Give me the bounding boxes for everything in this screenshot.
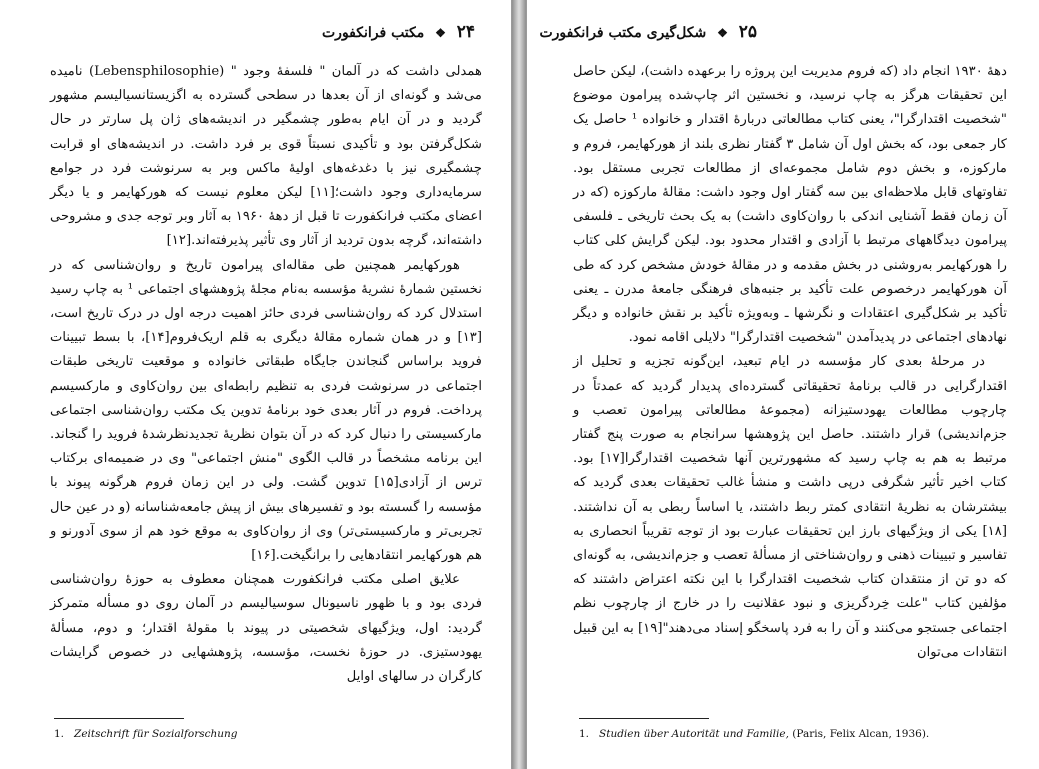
footnote: [54, 728, 238, 740]
paragraph: همدلی داشت که در آلمان " فلسفهٔ وجود " (Lebensphilosophie) نامیده می‌شد و گونه‌ای از آن بعدها در سطحی گسترده به اگزیستانسیالیسم مشهور گردید و در آن ایام به‌طور چشمگیر در اندیشه‌های ژان پل سارتر در حال شکل‌گرفتن بود و تأکیدی نسبتاً قوی بر فرد داشت. در اندیشه‌های او قرابت چشمگیری نیز با دغدغه‌های اولیهٔ ماکس وبر به سرنوشت فرد در جوامع سرمایه‌داری وجود داشت؛[۱۱] لیکن معلوم نیست که هورکهایمر و یا دیگر اعضای مکتب فرانکفورت تا قبل از دههٔ ۱۹۶۰ به آثار وبر توجه جدی و مشروحی داشته‌اند، گرچه بدون تردید از آثار وی تأثیر پذیرفته‌اند.[۱۲]: [50, 64, 482, 249]
footnote-divider: [579, 718, 709, 719]
ornament-icon: ❖: [717, 26, 728, 40]
right-page: [526, 0, 1039, 769]
footnote-number: 1.: [579, 728, 590, 740]
paragraph: هورکهایمر همچنین طی مقاله‌ای پیرامون تاریخ و روان‌شناسی که در نخستین شمارهٔ نشریهٔ مؤسسه به‌نام مجلهٔ پژوهشهای اجتماعی ¹ به چاپ رسید استدلال کرد که روان‌شناسی فردی حائز اهمیت درجه اول در درک تاریخ است،[۱۳] و در همان شماره مقالهٔ دیگری به قلم اریک‌فروم[۱۴]، با بسط تبیینات فروید براساس گنجاندن جایگاه طبقاتی خانواده و موقعیت تاریخی طبقات اجتماعی در سرنوشت فردی به تنظیم رابطه‌ای بین روان‌کاوی و مارکسیسم پرداخت. فروم در آثار بعدی خود برنامهٔ تدوین یک مکتب روان‌شناسی اجتماعی مارکسیستی را دنبال کرد که در آن بتوان نظریهٔ تجدیدنظرشدهٔ فروید را گنجاند. این برنامه مشخصاً در قالب الگوی "منش اجتماعی" وی در ضمیمه‌ای برکتاب ترس از آزادی[۱۵] تدوین گشت. ولی در این زمان فروم هرگونه پیوند با مؤسسه را گسسته بود و تفسیرهای بیش از پیش جامعه‌شناسانه (و در عین حال تجربی‌تر و مارکسیستی‌تر) وی از روان‌کاوی به موقع خود هم از سوی آدورنو و هم هورکهایمر انتقادهایی را برانگیخت.[۱۶]: [50, 257, 483, 564]
running-title: شکل‌گیری مکتب فرانکفورت: [539, 25, 707, 41]
footnote-rest: (Paris, Felix Alcan, 1936).: [788, 728, 930, 740]
footnote-divider: [54, 718, 184, 719]
paragraph: در مرحلهٔ بعدی کار مؤسسه در ایام تبعید، این‌گونه تجزیه و تحلیل از اقتدارگرایی در قالب برنامهٔ تحقیقاتی گسترده‌ای پدیدار گردید که عمدتاً در چارچوب مطالعات یهودستیزانه (مجموعهٔ مطالعاتی پیرامون تعصب و جزم‌اندیشی) قرار داشتند. حاصل این پژوهشها سرانجام به صورت پنج گفتار مرتبط به هم به چاپ رسید که مشهورترین آنها شخصیت اقتدارگرا[۱۷] بود. کتاب اخیر تأثیر شگرفی درپی داشت و منشأ غالب تحقیقات بعدی گردید که بیشترشان به نظریهٔ انتقادی کمتر ربط داشتند، یا اساساً ربطی به آن نداشتند.[۱۸] یکی از ویژگیهای بارز این تحقیقات عبارت بود از توجه تقریباً انحصاری به تفاسیر و تبیینات ذهنی و روان‌شناختی از مسألهٔ تعصب و جزم‌اندیشی، به گونه‌ای که دو تن از منتقدان کتاب شخصیت اقتدارگرا با این نکته اعتراض داشتند که مؤلفین کتاب "علت خِردگریزی و نبود عقلانیت را در خارج از چارچوب نظم اجتماعی جستجو می‌کنند و آن را به فرد پاسخگو إسناد می‌دهند"[۱۹] به این قبیل انتقادات می‌توان: [573, 354, 1007, 660]
body-text: [50, 60, 482, 689]
book-spine: [512, 0, 526, 769]
footnote: [579, 728, 929, 740]
body-text: [573, 60, 1007, 665]
running-head: [322, 22, 475, 42]
paragraph: دههٔ ۱۹۳۰ انجام داد (که فروم مدیریت این پروژه را برعهده داشت)، لیکن حاصل این تحقیقات هرگز به چاپ نرسید، و نخستین اثر چاپ‌شده پیرامون موضوع "شخصیت اقتدارگرا"، یعنی کتاب مطالعاتی دربارهٔ اقتدار و خانواده ¹ حاصل یک کار جمعی بود، که بخش اول آن شامل ۳ گفتار نظری بلند از هورکهایمر، فروم و مارکوزه، و بخش دوم شامل مجموعه‌ای از مطالعات تجربی مستقل بود. تفاوتهای قابل ملاحظه‌ای بین سه گفتار اول وجود داشت: مقالهٔ مارکوزه (که در آن زمان فقط آشنایی اندکی با روان‌کاوی داشت) به یک بحث تاریخی ـ فلسفی پیرامون دیدگاههای مرتبط با آزادی و اقتدار محدود بود. لیکن گرایش کلی کتاب را هورکهایمر به‌روشنی در بخش مقدمه و در مقالهٔ خودش مشخص کرد که طی آن هورکهایمر درخصوص علت تأکید بر جنبه‌های فرهنگی جامعهٔ مدرن ـ یعنی تأکید بر شکل‌گیری اعتقادات و نگرشها ـ وبه‌ویژه تأکید بر نقش خانواده و دیگر نهادهای اجتماعی در پدیدآمدن "شخصیت اقتدارگرا" دلایلی اقامه نمود.: [573, 64, 1007, 346]
footnote-number: 1.: [54, 728, 65, 740]
footnote-title: Studien über Autorität und Familie,: [599, 728, 789, 740]
running-head: [539, 22, 757, 42]
page-number: ۲۴: [456, 22, 476, 42]
page-number: ۲۵: [738, 22, 757, 42]
ornament-icon: ❖: [435, 26, 446, 40]
footnote-title: Zeitschrift für Sozialforschung: [74, 728, 238, 740]
running-title: مکتب فرانکفورت: [322, 25, 425, 41]
left-page: [0, 0, 512, 769]
paragraph: علایق اصلی مکتب فرانکفورت همچنان معطوف به حوزهٔ روان‌شناسی فردی بود و با ظهور ناسیونال سوسیالیسم در آلمان روی دو مسأله متمرکز گردید: اول، ویژگیهای شخصیتی در پیوند با مقولهٔ اقتدار؛ و دوم، مسألهٔ یهودستیزی. در حوزهٔ نخست، مؤسسه، پژوهشهایی در خصوص گرایشات کارگران در سالهای اوایل: [50, 572, 482, 685]
